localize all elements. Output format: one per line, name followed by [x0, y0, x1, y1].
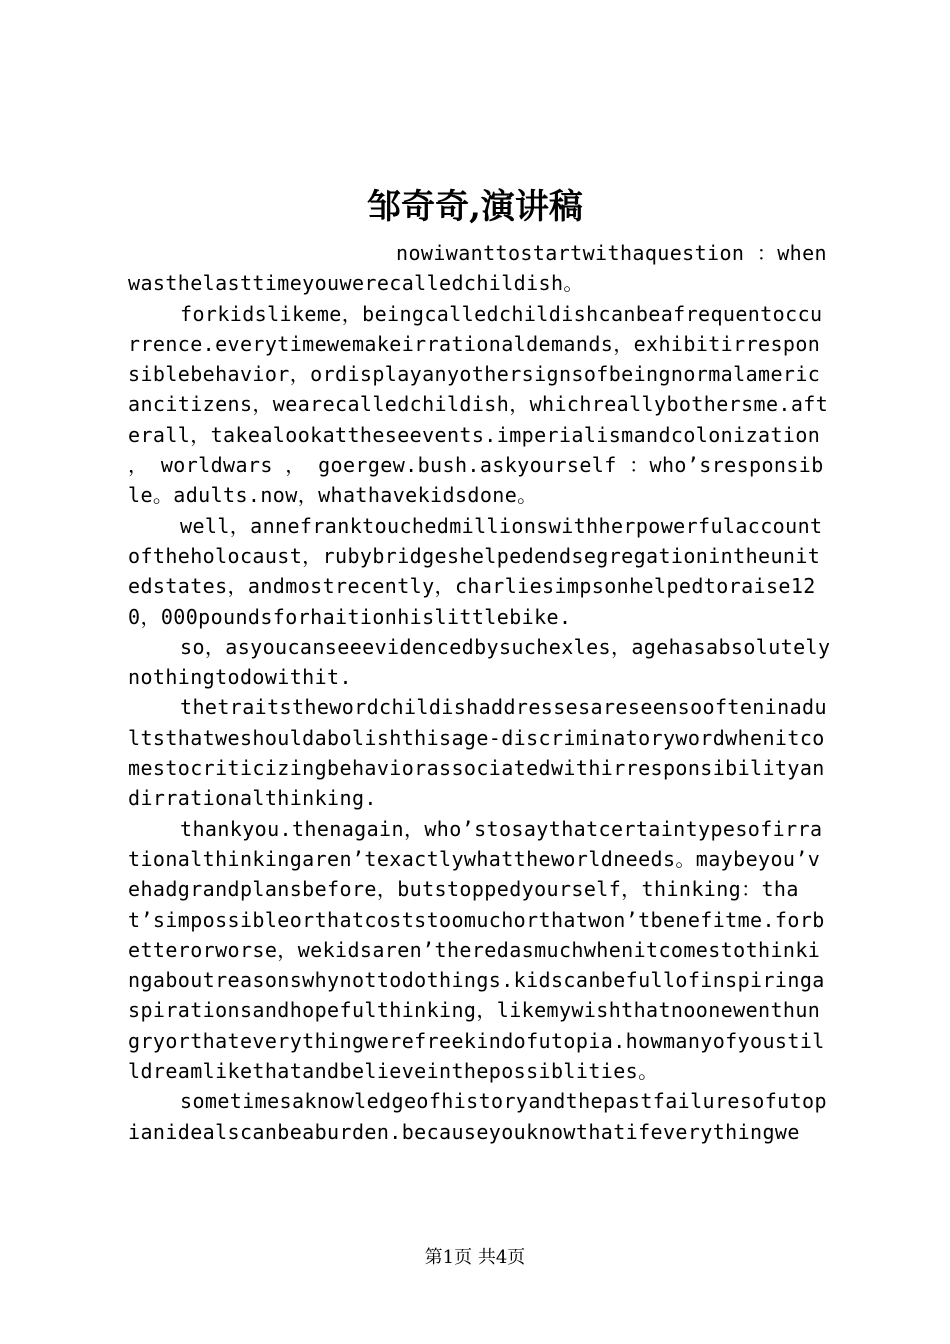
paragraph: forkidslikeme，beingcalledchildishcanbeafrequentoccurrence.everytimewemakeirrationaldemands，exhibitirresponsiblebehavior，ordisplayanyothersignsofbeingnormalamericancitizens，wearecalledchildish，whichreallybothersme.afterall，takealookattheseevents.imperialismandcolonization ， worldwars ， goergew.bush.askyourself ：who’sresponsible。adults.now，whathavekidsdone。	[128, 301, 829, 508]
paragraph: well，annefranktouchedmillionswithherpowerfulaccountoftheholocaust，rubybridgeshelpedendsegregationintheunitedstates，andmostrecently，charliesimpsonhelpedtoraise120，000poundsforhaitionhislittlebike.	[128, 513, 823, 629]
paragraph: so，asyoucanseeevidencedbysuchexles，agehasabsolutelynothingtodowithit.	[128, 634, 831, 690]
document-body	[128, 238, 832, 1147]
paragraph: sometimesaknowledgeofhistoryandthepastfailuresofutopianidealscanbeaburden.becauseyouknowthatifeverythingwe	[128, 1089, 827, 1144]
document-title: 邹奇奇,演讲稿	[367, 187, 583, 227]
page-number-footer: 第1页 共4页	[424, 1247, 526, 1268]
paragraph: nowiwanttostartwithaquestion ：whenwasthelasttimeyouwerecalledchildish。	[128, 241, 827, 296]
paragraph: thankyou.thenagain，who’stosaythatcertaintypesofirrationalthinkingaren’texactlywhattheworldneeds。maybeyou’vehadgrandplansbefore，butstoppedyourself，thinking：that’simpossibleorthatcoststoomuchorthatwon’tbenefitme.forbetterorworse，wekidsaren’theredasmuchwhenitcomestothinkingaboutreasonswhynottodothings.kidscanbefullofinspiringaspirationsandhopefulthinking，likemywishthatnoonewenthungryorthateverythingwerefreekindofutopia.howmanyofyoustilldreamlikethatandbelieveinthepossiblities。	[128, 816, 825, 1084]
paragraph: thetraitsthewordchildishaddressesareseensoofteninadultsthatweshouldabolishthisage-discriminatorywordwhenitcomestocriticizingbehaviorassociatedwithirresponsibilityandirrationalthinking.	[128, 695, 827, 811]
